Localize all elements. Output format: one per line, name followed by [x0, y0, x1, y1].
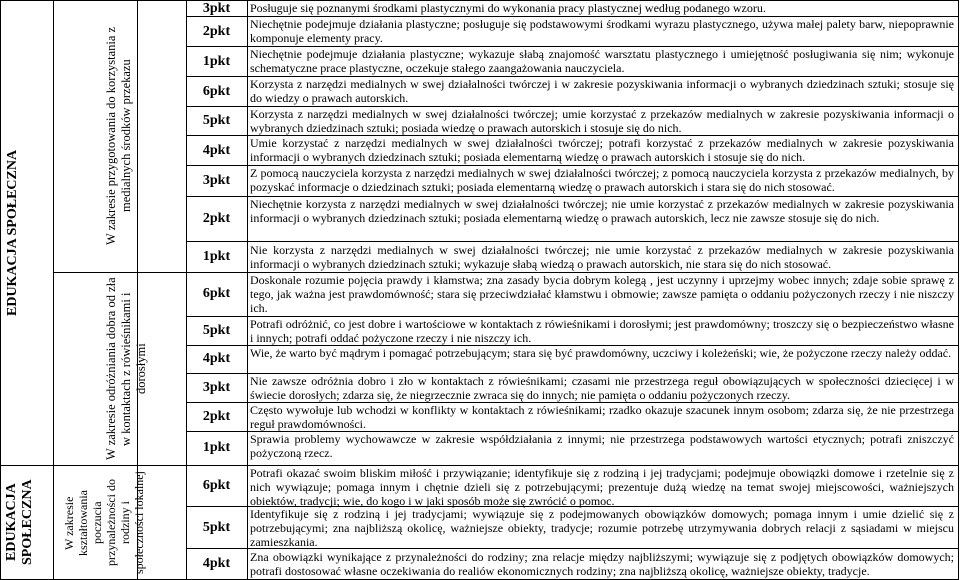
criterion-text: Niechętnie podejmuje działania plastyczne; posługuje się podstawowymi środkami wyrazu plastycznego, używa małej palety barw, niepoprawnie komponuje elementy pracy.	[250, 17, 954, 45]
criterion-text: Posługuje się poznanymi środkami plastycznymi do wykonania pracy plastycznej według podanego wzoru.	[250, 1, 766, 15]
score-cell: 1pkt	[202, 249, 231, 264]
section-divider-1	[53, 272, 187, 273]
criterion-text: Niechętnie korzysta z narzędzi medialnych w swej działalności twórczej; nie umie korzystać z przekazów medialnych w zakresie pozyskiwania informacji o wybranych dziedzinach sztuki; posiada elementarną wiedzę o prawach autorskich, lecz nie zawsze stosuje się do nich.	[250, 197, 954, 225]
score-cell: 3pkt	[202, 1, 231, 16]
section-title-media: W zakresie przygotowania do korzystania z medialnych środków przekazu	[104, 26, 133, 246]
score-cell: 6pkt	[202, 478, 231, 493]
score-cell: 3pkt	[202, 380, 231, 395]
column-divider-1	[53, 0, 54, 580]
column-divider-4	[247, 0, 248, 580]
criterion-text: Potrafi okazać swoim bliskim miłość i przywiązanie; identyfikuje się z rodziną i jej tradycjami; podejmuje obowiązki domowe i rzetelnie się z nich wywiązuje; pomaga innym i chętnie dzieli się z potrzebującymi; prezentuje dużą wiedzę na temat swojej miejscowości, ważniejszych obiektów, tradycji; wie, do kogo i w jaki sposób może się zwrócić o pomoc.	[250, 466, 954, 508]
criterion-text: Z pomocą nauczyciela korzysta z narzędzi medialnych w swej działalności twórczej; z pomocą nauczyciela korzysta z przekazów medialnych, by pozyskać informacje o dziedzinach sztuki; posiada elementarną wiedzę o prawach autorskich i stara się do nich stosować.	[250, 166, 954, 194]
score-cell: 6pkt	[202, 84, 231, 99]
criterion-text: Potrafi odróżnić, co jest dobre i wartościowe w kontaktach z rówieśnikami i dorosłymi; jest prawdomówny; troszczy się o bezpieczeństwo własne i innych; potrafi oddać pożyczone rzeczy i nie niszczy ich.	[250, 317, 954, 345]
section-title-good-evil: W zakresie odróżniania dobra od zła w kontaktach z rówieśnikami i dorosłymi	[104, 277, 148, 461]
criterion-text: Sprawia problemy wychowawcze w zakresie współdziałania z innymi; nie przestrzega podstawowych wartości etycznych; potrafi zniszczyć pożyczoną rzecz.	[250, 432, 954, 460]
criterion-text: Doskonale rozumie pojęcia prawdy i kłamstwa; zna zasady bycia dobrym kolegą , jest uczynny i uprzejmy wobec innych; zdaje sobie sprawę z tego, jak ważna jest prawdomówność; stara się przeciwdziałać kłamstwu i obmowie; zawsze pamięta o oddaniu pożyczonych rzeczy i nie niszczy ich.	[250, 273, 954, 315]
criterion-text: Nie korzysta z narzędzi medialnych w swej działalności twórczej; nie umie korzystać z przekazów medialnych w zakresie pozyskiwania informacji o wybranych dziedzinach sztuki; wykazuje słabą wiedzą o prawach autorskich, nie stara się do nich stosować.	[250, 243, 954, 271]
score-cell: 4pkt	[202, 351, 231, 366]
section-title-family: W zakresie kształtowania poczucia przynależności do rodziny i społeczności lokalnej	[62, 471, 146, 575]
outer-section-title: EDUKACJA SPOŁECZNA	[4, 479, 35, 565]
criterion-text: Wie, że warto być mądrym i pomagać potrzebującym; stara się być prawdomówny, uczciwy i koleżeński; wie, że pożyczone rzeczy należy oddać.	[250, 346, 952, 360]
criterion-text: Umie korzystać z narzędzi medialnych w swej działalności twórczej; potrafi korzystać z przekazów medialnych w zakresie pozyskiwania informacji o wybranych dziedzinach sztuki; posiada elementarną wiedzę o prawach autorskich i stosuje się do nich.	[250, 136, 954, 164]
score-cell: 5pkt	[202, 323, 231, 338]
main-section-title: EDUKACJA SPOŁECZNA	[5, 149, 20, 317]
score-cell: 5pkt	[202, 113, 231, 128]
section-divider-2	[53, 465, 187, 466]
table-border-right	[958, 0, 959, 580]
score-cell: 1pkt	[202, 440, 231, 455]
score-cell: 2pkt	[202, 211, 231, 226]
score-cell: 2pkt	[202, 409, 231, 424]
score-cell: 4pkt	[202, 143, 231, 158]
score-cell: 3pkt	[202, 173, 231, 188]
score-cell: 2pkt	[202, 24, 231, 39]
table-border-left	[0, 0, 1, 580]
criterion-text: Korzysta z narzędzi medialnych w swej działalności twórczej; umie korzystać z przekazów medialnych w zakresie pozyskiwania informacji o wybranych dziedzinach sztuki; posiada wiedzę o prawach autorskich i stosuje się do nich.	[250, 107, 954, 135]
criterion-text: Korzysta z narzędzi medialnych w swej działalności twórczej i w zakresie pozyskiwania informacji o wybranych dziedzinach sztuki; stosuje się do wiedzy o prawach autorskich.	[250, 77, 954, 105]
outer-title-divider	[0, 465, 54, 466]
criterion-text: Niechętnie podejmuje działania plastyczne; wykazuje słabą znajomość warsztatu plastycznego i umiejętność posługiwania się nim; wykonuje schematyczne prace plastyczne, oczekuje stałego zaangażowania nauczyciela.	[250, 47, 954, 75]
criterion-text: Nie zawsze odróżnia dobro i zło w kontaktach z rówieśnikami; czasami nie przestrzega reguł obowiązujących w społeczności dziecięcej i w świecie dorosłych; zdarza się, że niegrzecznie zwraca się do innych; nie pamięta o oddaniu pożyczonych rzeczy.	[250, 374, 954, 402]
criterion-text: Identyfikuje się z rodziną i jej tradycjami; wywiązuje się z podejmowanych obowiązków domowych; pomaga innym i umie dzielić się z potrzebującymi; zna najbliższą okolicę, ważniejsze obiekty, tradycje; rozumie potrzebę utrzymywania dobrych relacji z sąsiadami w miejscu zamieszkania.	[250, 507, 954, 549]
score-cell: 5pkt	[202, 520, 231, 535]
criterion-text: Często wywołuje lub wchodzi w konflikty w kontaktach z rówieśnikami; rzadko okazuje szacunek innym osobom; zdarza się, że nie przestrzega reguł prawdomówności.	[250, 403, 954, 431]
score-cell: 6pkt	[202, 286, 231, 301]
criterion-text: Zna obowiązki wynikające z przynależności do rodziny; zna relacje między najbliższymi; wywiązuje się z podjętych obowiązków domowych; potrafi dostosować własne oczekiwania do realiów ekonomicznych rodziny; zna najbliższą okolicę, ważniejsze obiekty, tradycje.	[250, 550, 954, 578]
score-cell: 1pkt	[202, 54, 231, 69]
score-cell: 4pkt	[202, 556, 231, 571]
